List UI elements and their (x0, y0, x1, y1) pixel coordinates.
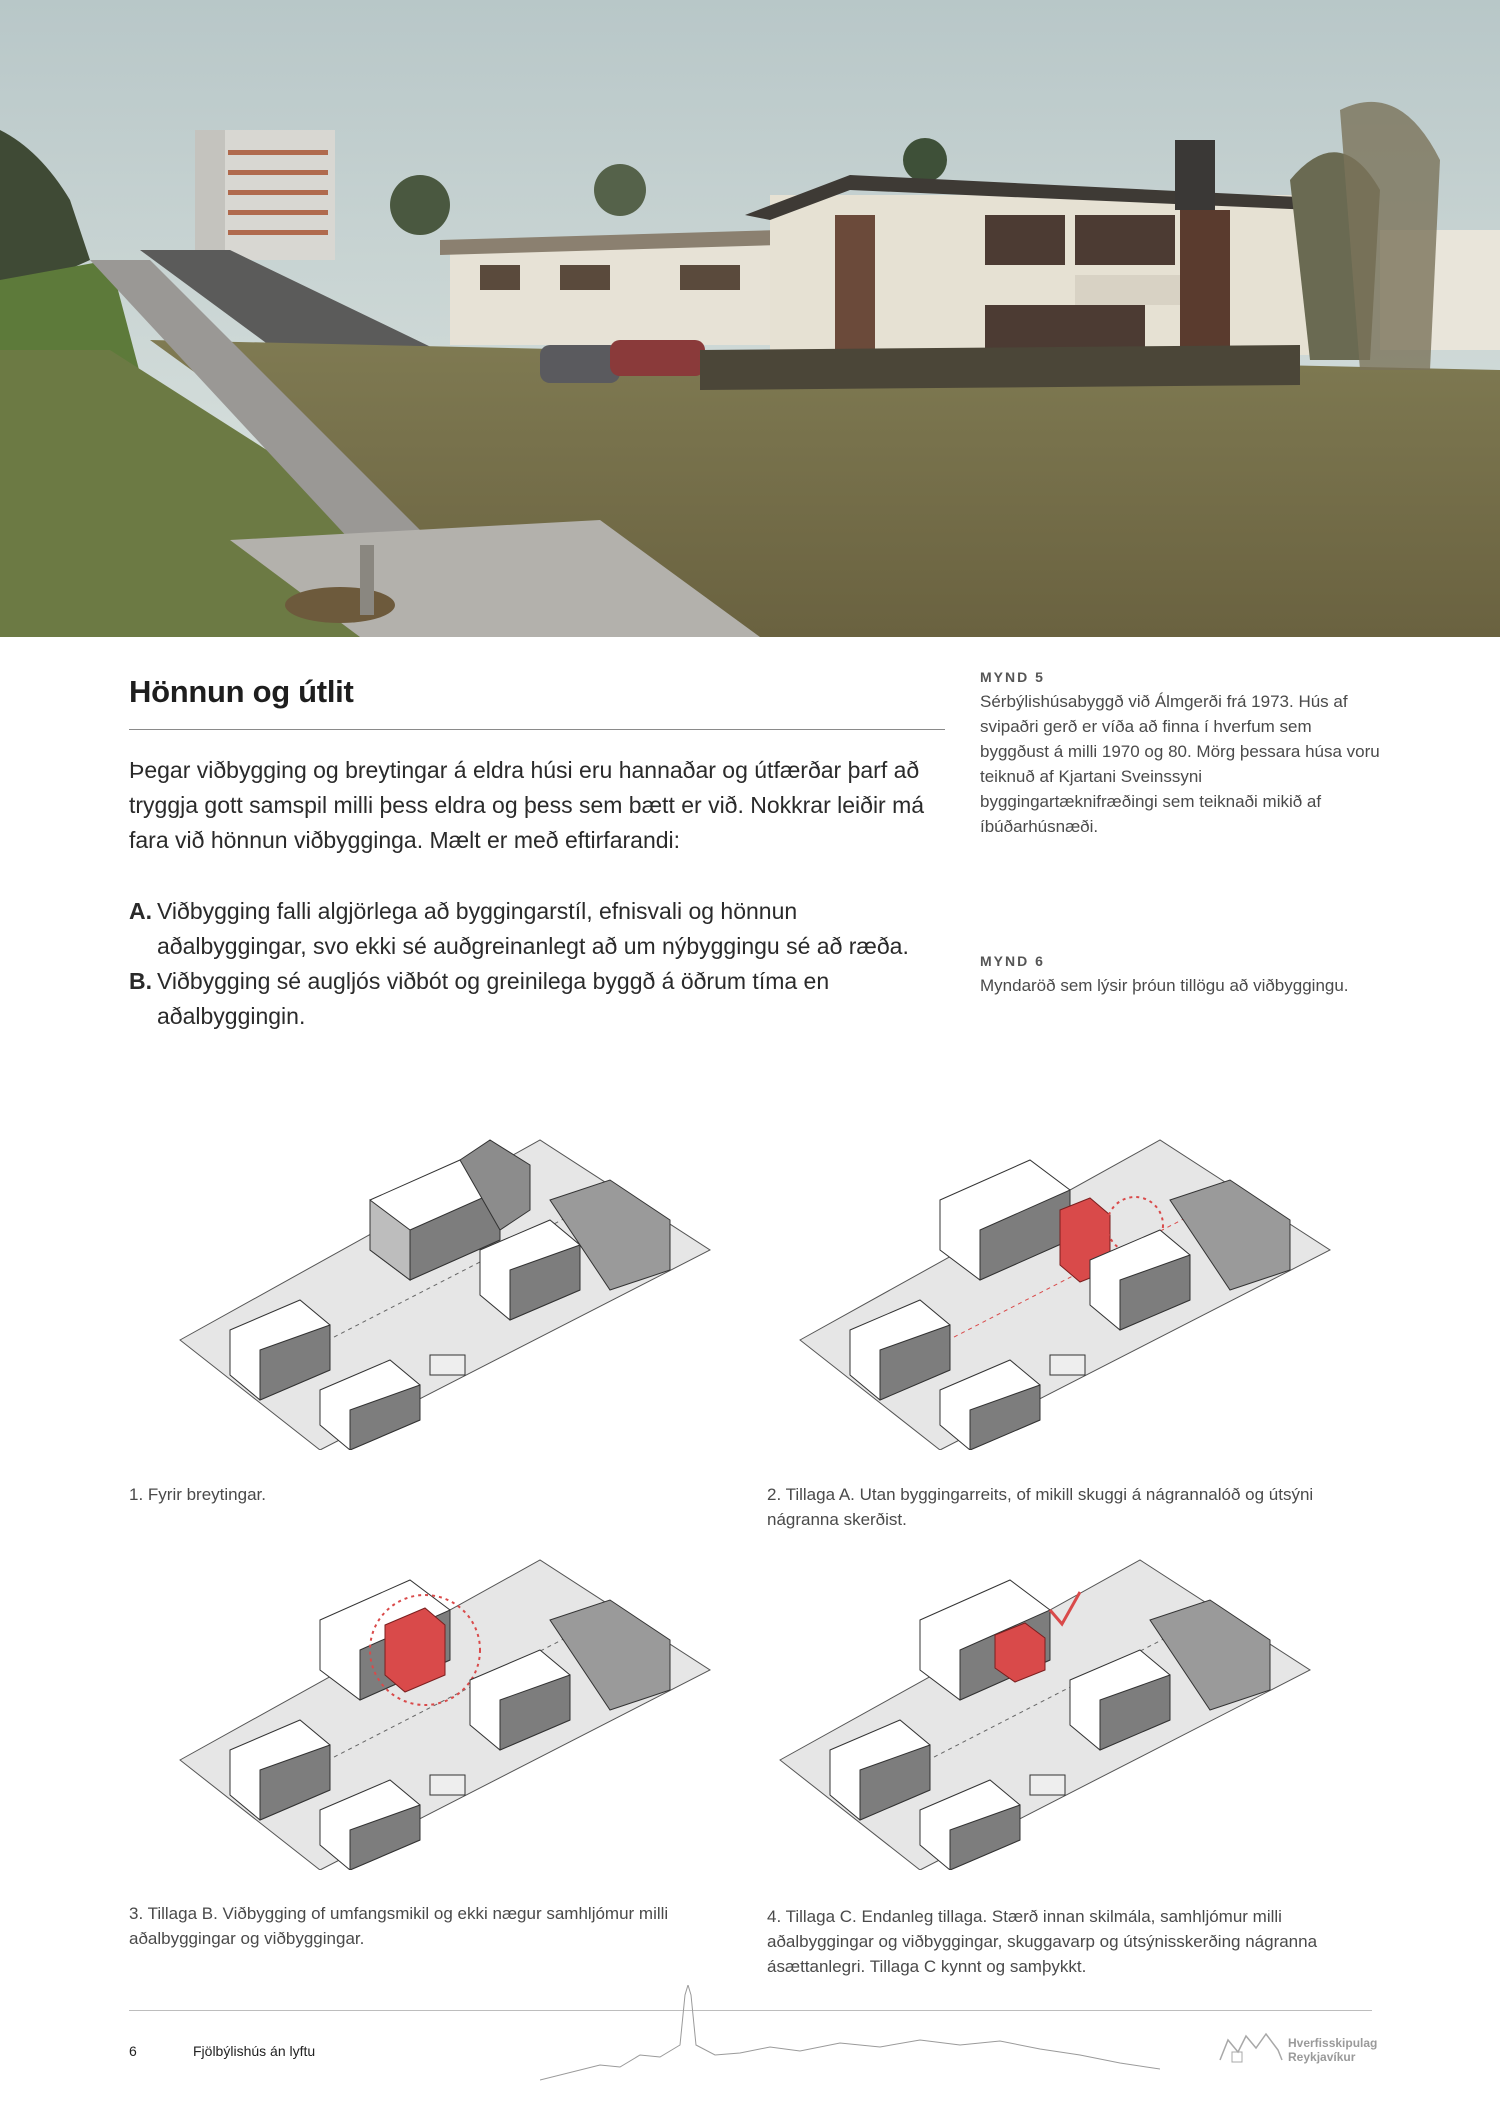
list-item-text: Viðbygging falli algjörlega að byggingarstíl, efnisvali og hönnun aðalbyggingar, svo ekki sé auðgreinanlegt að um nýbyggingu sé að ræða. (157, 898, 909, 959)
figure-note-5 (980, 669, 1380, 839)
figure-label: MYND 5 (980, 669, 1045, 685)
document-title: Fjölbýlishús án lyftu (193, 2043, 316, 2059)
figure-note-6 (980, 953, 1380, 998)
caption-4: 4. Tillaga C. Endanleg tillaga. Stærð innan skilmála, samhljómur milli aðalbyggingar og viðbyggingar, skuggavarp og útsýnisskerðing nágranna ásættanlegri. Tillaga C kynnt og samþykkt. (767, 1907, 1318, 1976)
intro-paragraph: Þegar viðbygging og breytingar á eldra húsi eru hannaðar og útfærðar þarf að tryggja gott samspil milli þess eldra og þess sem bætt er við. Nokkrar leiðir má fara við hönnun viðbygginga. Mælt er með eftirfarandi: (129, 757, 925, 853)
page-title: Hönnun og útlit (129, 674, 354, 709)
diagram-proposal-b (170, 1540, 720, 1875)
figure-text: Myndaröð sem lýsir þróun tillögu að viðbyggingu. (980, 976, 1349, 995)
figure-text: Sérbýlishúsabyggð við Álmgerði frá 1973. Hús af svipaðri gerð er víða að finna í hverfum sem byggðust á milli 1970 og 80. Mörg þessara húsa voru teiknuð af Kjartani Sveinssyni byggingartæknifræðingi sem teiknaði mikið af íbúðarhúsnæði. (980, 692, 1380, 836)
list-item-text: Viðbygging sé augljós viðbót og greinilega byggð á öðrum tíma en aðalbyggingin. (157, 968, 830, 1029)
caption-3: 3. Tillaga B. Viðbygging of umfangsmikil og ekki nægur samhljómur milli aðalbyggingar og viðbyggingar. (129, 1904, 669, 1948)
caption-2: 2. Tillaga A. Utan byggingarreits, of mikill skuggi á nágrannalóð og útsýni nágranna skerðist. (767, 1485, 1314, 1529)
logo-line-2: Reykjavíkur (1288, 2050, 1356, 2064)
figure-label: MYND 6 (980, 953, 1045, 969)
list-item-letter: A. (129, 898, 152, 924)
diagram-proposal-a (790, 1120, 1340, 1455)
list-item (129, 894, 949, 964)
logo-icon (1218, 2030, 1284, 2071)
options-list (129, 894, 949, 1034)
list-item-letter: B. (129, 968, 152, 994)
page-number: 6 (129, 2043, 137, 2059)
skyline-illustration (540, 1985, 1160, 2090)
hero-photo (0, 0, 1500, 637)
diagram-before (170, 1120, 720, 1455)
list-item (129, 964, 949, 1034)
diagram-proposal-c (770, 1540, 1320, 1875)
logo-line-1: Hverfisskipulag (1288, 2036, 1378, 2050)
caption-1: 1. Fyrir breytingar. (129, 1485, 266, 1504)
title-divider (129, 729, 945, 730)
logo-text (1288, 2036, 1377, 2064)
